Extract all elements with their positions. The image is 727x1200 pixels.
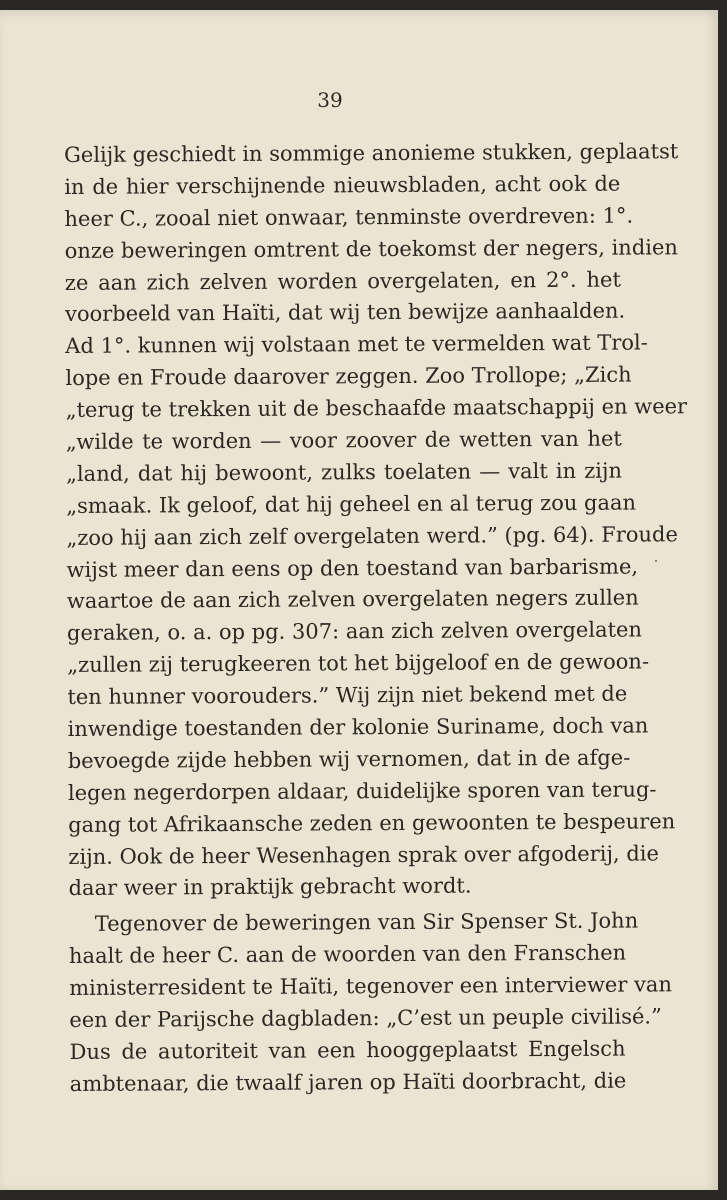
text-line-30: ambtenaar, die twaalf jaren op Haïti doorbracht, die bbox=[69, 1068, 627, 1096]
text-line-29: Dus de autoriteit van een hooggeplaatst Engelsch bbox=[69, 1036, 626, 1064]
text-line-4: onze beweringen omtrent de toekomst der negers, indien bbox=[64, 234, 678, 263]
text-line-24: daar weer in praktijk gebracht wordt. bbox=[68, 874, 472, 901]
text-line-5: ze aan zich zelven worden overgelaten, en 2°. het bbox=[64, 267, 621, 295]
text-line-27: ministerresident te Haïti, tegenover een interviewer van bbox=[69, 972, 673, 1001]
text-line-3: heer C., zooal niet onwaar, tenminste overdreven: 1°. bbox=[64, 203, 634, 231]
text-line-15: waartoe de aan zich zelven overgelaten negers zullen bbox=[66, 585, 639, 614]
text-line-28: een der Parijsche dagbladen: „C’est un peuple civilisé.” bbox=[69, 1004, 662, 1033]
text-line-19: inwendige toestanden der kolonie Suriname, doch van bbox=[67, 713, 649, 742]
text-line-1: Gelijk geschiedt in sommige anonieme stukken, geplaatst bbox=[64, 139, 679, 167]
body-text bbox=[64, 137, 688, 1101]
text-line-6: voorbeeld van Haïti, dat wij ten bewijze aanhaalden. bbox=[64, 299, 626, 327]
text-line-23: zijn. Ook de heer Wesenhagen sprak over afgoderij, die bbox=[68, 840, 659, 869]
book-page bbox=[0, 10, 718, 1190]
text-line-7: Ad 1°. kunnen wij volstaan met te vermelden wat Trol- bbox=[65, 330, 648, 359]
text-line-20: bevoegde zijde hebben wij vernomen, dat in de afge- bbox=[67, 745, 631, 773]
text-line-22: gang tot Afrikaansche zeden en gewoonten te bespeuren bbox=[68, 808, 676, 837]
text-line-11: „land, dat hij bewoont, zulks toelaten — valt in zijn bbox=[65, 458, 623, 486]
text-line-2: in de hier verschijnende nieuwsbladen, acht ook de bbox=[64, 171, 621, 199]
page-number: 39 bbox=[317, 88, 343, 112]
text-line-25: Tegenover de beweringen van Sir Spenser St. John bbox=[94, 908, 639, 937]
text-line-26: haalt de heer C. aan de woorden van den Franschen bbox=[68, 940, 627, 969]
text-line-9: „terug te trekken uit de beschaafde maatschappij en weer bbox=[65, 394, 688, 423]
text-line-16: geraken, o. a. op pg. 307: aan zich zelven overgelaten bbox=[66, 617, 643, 646]
text-line-17: „zullen zij terugkeeren tot het bijgeloof en de gewoon- bbox=[67, 649, 650, 678]
text-line-18: ten hunner voorouders.” Wij zijn niet bekend met de bbox=[67, 681, 628, 710]
text-line-12: „smaak. Ik geloof, dat hij geheel en al terug zou gaan bbox=[66, 490, 637, 518]
text-line-13: „zoo hij aan zich zelf overgelaten werd.” (pg. 64). Froude bbox=[66, 521, 678, 550]
text-line-10: „wilde te worden — voor zoover de wetten van het bbox=[65, 426, 622, 455]
ink-speck bbox=[655, 560, 657, 562]
text-line-21: legen negerdorpen aldaar, duidelijke sporen van terug- bbox=[67, 777, 657, 805]
text-line-8: lope en Froude daarover zeggen. Zoo Trollope; „Zich bbox=[65, 362, 632, 391]
text-line-14: wijst meer dan eens op den toestand van barbarisme, bbox=[66, 554, 639, 582]
